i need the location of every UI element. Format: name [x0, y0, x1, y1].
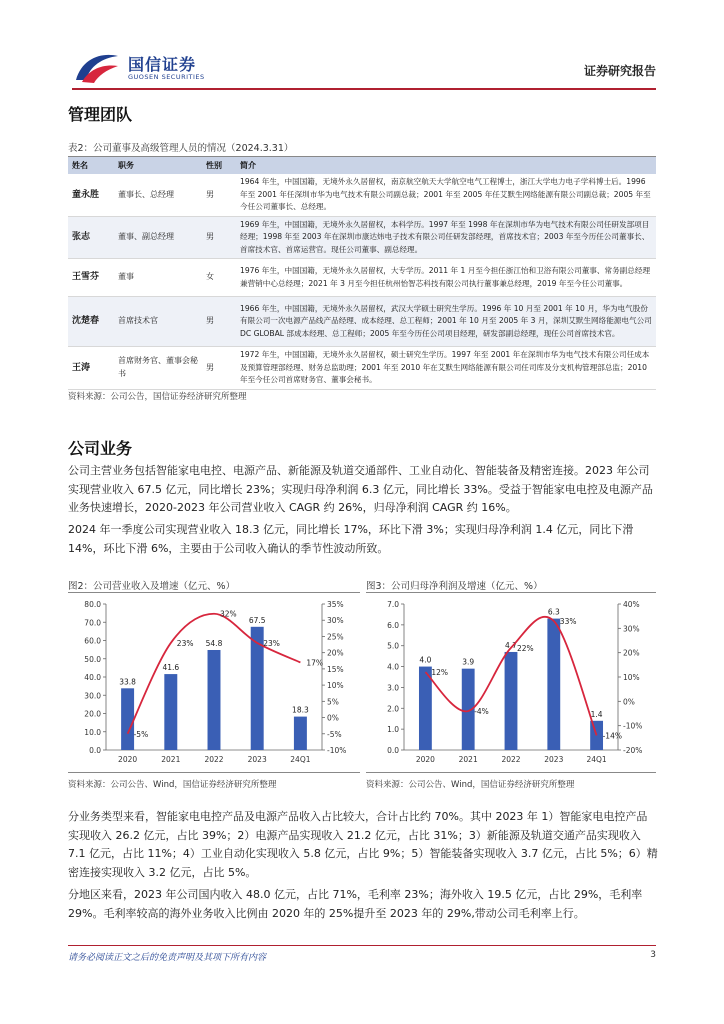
paragraph-q1-results: 2024 年一季度公司实现营业收入 18.3 亿元，同比增长 17%，环比下滑 3%；实现归母净利润 1.4 亿元，同比下滑 14%，环比下滑 6%，主要由于公司收入确认的季节性波动所致。: [68, 523, 634, 555]
figure2-bottom-rule: [68, 772, 360, 773]
figure3-caption: 图3：公司归母净利润及增速（亿元、%）: [366, 581, 543, 592]
cell-name: 王雪芬: [68, 259, 114, 297]
bar-data-label: 41.6: [162, 663, 180, 673]
y-tick-label-left: 3.0: [387, 683, 399, 693]
table-header-row: [68, 157, 656, 175]
y-tick-label-right: 10%: [327, 681, 344, 691]
paragraph-business-overview: 公司主营业务包括智能家电电控、电源产品、新能源及轨道交通部件、工业自动化、智能装备及精密连接。2023 年公司实现营业收入 67.5 亿元，同比增长 23%；实现归母净利润 6.3 亿元，同比增长 33%。受益于智能家电电控及电源产品业务快速增长，2020-2023 年公司营业收入 CAGR 约 26%，归母净利润 CAGR 约 16%。: [68, 464, 653, 514]
guosen-logo-icon: [72, 50, 122, 86]
cell-role: 董事: [114, 259, 202, 297]
bar: [590, 721, 603, 750]
y-tick-label-right: -5%: [327, 729, 342, 739]
y-tick-label-left: 50.0: [84, 654, 101, 664]
bar: [121, 688, 134, 750]
line-data-label: 17%: [306, 658, 324, 668]
bar-data-label: 4.7: [505, 640, 517, 650]
cell-name: 王涛: [68, 347, 114, 390]
cell-role: 董事长、总经理: [114, 174, 202, 216]
y-tick-label-left: 20.0: [84, 709, 101, 719]
y-tick-label-left: 30.0: [84, 691, 101, 701]
y-tick-label-left: 4.0: [387, 662, 399, 672]
figure2-caption: 图2：公司营业收入及增速（亿元、%）: [68, 581, 236, 592]
table-row: [68, 216, 656, 259]
bar-data-label: 33.8: [119, 677, 136, 687]
x-tick-label: 2022: [501, 755, 521, 764]
y-tick-label-left: 0.0: [89, 746, 101, 755]
y-tick-label-left: 7.0: [387, 600, 399, 609]
cell-bio: 1972 年生，中国国籍，无境外永久居留权，硕士研究生学历。1997 年至 2001 年在深圳市华为电气技术有限公司任成本及预算管理部经理、财务总监助理；2001 年至 2010 年在艾默生网络能源有限公司任司库及分支机构管理部总监；2010 年至今任公司首席财务官、董事会秘书。: [236, 347, 656, 390]
line-data-label: 32%: [220, 609, 237, 619]
cell-gender: 女: [202, 259, 236, 297]
revenue-chart: [68, 596, 360, 770]
cell-bio: 1976 年生，中国国籍，无境外永久居留权，大专学历。2011 年 1 月至今担任浙江怡和卫浴有限公司董事、常务副总经理兼营销中心总经理；2021 年 3 月至今担任杭州怡智芯科技有限公司执行董事兼总经理，2019 年至今任公司董事。: [236, 259, 656, 297]
figure2-source: 资料来源：公司公告、Wind，国信证券经济研究所整理: [68, 780, 277, 790]
line-data-label: 23%: [263, 638, 280, 648]
x-tick-label: 24Q1: [586, 755, 607, 764]
x-tick-label: 2021: [458, 755, 478, 764]
bar: [419, 667, 432, 750]
bar: [547, 619, 560, 750]
y-tick-label-right: 40%: [623, 600, 640, 609]
paragraph-business-segments: 分业务类型来看，智能家电电控产品及电源产品收入占比较大，合计占比约 70%。其中 2023 年 1）智能家电电控产品实现收入 26.2 亿元，占比 39%；2）电源产品实现收入 21.2 亿元，占比 31%；3）新能源及轨道交通产品实现收入 7.1 亿元，占比 11%；4）工业自动化实现收入 5.8 亿元，占比 9%；5）智能装备实现收入 3.7 亿元，占比 5%；6）精密连接实现收入 3.2 亿元，占比 5%。: [68, 810, 658, 879]
figure3-bottom-rule: [366, 772, 656, 773]
cell-gender: 男: [202, 347, 236, 390]
table-caption: 表2：公司董事及高级管理人员的情况（2024.3.31）: [68, 143, 294, 154]
bar: [164, 674, 177, 750]
bar-data-label: 6.3: [547, 607, 560, 617]
management-table: [68, 156, 656, 390]
x-tick-label: 2023: [544, 755, 564, 764]
bar: [208, 650, 221, 750]
x-tick-label: 2020: [415, 755, 435, 764]
y-tick-label-left: 5.0: [387, 641, 399, 651]
bar: [294, 717, 307, 750]
footer-disclaimer: 请务必阅读正文之后的免责声明及其项下所有内容: [68, 953, 267, 963]
y-tick-label-right: 35%: [327, 600, 344, 609]
cell-name: 张志: [68, 216, 114, 259]
report-type-label: 证券研究报告: [583, 64, 656, 78]
table-row: [68, 297, 656, 347]
figure3-rule: [366, 592, 656, 593]
page-number: 3: [650, 950, 656, 960]
section-title-management: 管理团队: [68, 105, 133, 124]
line-data-label: -4%: [474, 707, 489, 717]
y-tick-label-right: -20%: [623, 746, 643, 755]
header-bio: 简介: [236, 157, 656, 175]
net-profit-chart: [366, 596, 656, 770]
x-tick-label: 2020: [118, 755, 138, 764]
cell-bio: 1969 年生，中国国籍，无境外永久居留权，本科学历。1997 年至 1998 年在深圳市华为电气技术有限公司任研发部项目经理；1998 年至 2003 年在深圳市康达炜电子技术有限公司任研发部经理，首席技术官；2003 年至今历任公司董事长、首席技术官、首席运营官。现任公司董事、副总经理。: [236, 216, 656, 259]
x-tick-label: 2023: [247, 755, 267, 764]
y-tick-label-right: 5%: [327, 697, 339, 707]
x-tick-label: 2021: [161, 755, 181, 764]
cell-role: 首席财务官、董事会秘书: [114, 347, 202, 390]
page-header: [72, 50, 656, 88]
bar-data-label: 18.3: [292, 705, 309, 715]
y-tick-label-left: 40.0: [84, 673, 101, 682]
line-data-label: -5%: [133, 729, 149, 739]
cell-gender: 男: [202, 297, 236, 347]
x-tick-label: 2022: [204, 755, 224, 764]
table-row: [68, 174, 656, 216]
y-tick-label-left: 6.0: [387, 620, 399, 630]
header-gender: 性别: [202, 157, 236, 175]
line-data-label: -14%: [602, 731, 622, 741]
paragraph-regions: 分地区来看，2023 年公司国内收入 48.0 亿元，占比 71%，毛利率 23%；海外收入 19.5 亿元，占比 29%，毛利率 29%。毛利率较高的海外业务收入比例由 2020 年的 25%提升至 2023 年的 29%,带动公司毛利率上行。: [68, 888, 643, 920]
bar-data-label: 1.4: [590, 709, 603, 719]
footer-divider: [68, 945, 656, 946]
y-tick-label-left: 1.0: [387, 725, 399, 735]
line-data-label: 12%: [431, 668, 449, 678]
line-data-label: 33%: [559, 617, 577, 627]
cell-gender: 男: [202, 216, 236, 259]
bar-data-label: 54.8: [205, 638, 223, 648]
figure2-rule: [68, 592, 360, 593]
cell-role: 首席技术官: [114, 297, 202, 347]
cell-name: 沈楚春: [68, 297, 114, 347]
y-tick-label-left: 0.0: [387, 746, 399, 755]
y-tick-label-right: -10%: [623, 721, 643, 731]
y-tick-label-left: 60.0: [84, 636, 101, 646]
bar-data-label: 3.9: [462, 657, 475, 667]
y-tick-label-right: 0%: [623, 697, 635, 707]
y-tick-label-left: 2.0: [387, 704, 399, 714]
x-tick-label: 24Q1: [290, 755, 311, 764]
y-tick-label-right: 25%: [327, 632, 344, 642]
cell-gender: 男: [202, 174, 236, 216]
y-tick-label-right: 10%: [623, 673, 640, 682]
line-data-label: 23%: [176, 638, 194, 648]
cell-bio: 1964 年生，中国国籍，无境外永久居留权，南京航空航天大学航空电气工程博士，浙江大学电力电子学科博士后。1996 年至 2001 年任深圳市华为电气技术有限公司副总裁；2001 年至 2005 年任艾默生网络能源有限公司副总裁；2005 年至今任公司董事长、总经理。: [236, 174, 656, 216]
y-tick-label-left: 80.0: [84, 600, 101, 609]
y-tick-label-left: 10.0: [84, 727, 101, 737]
y-tick-label-right: 15%: [327, 664, 344, 674]
y-tick-label-left: 70.0: [84, 618, 101, 628]
line-data-label: 22%: [517, 643, 534, 653]
section-title-business: 公司业务: [68, 439, 133, 458]
bar: [505, 652, 518, 750]
bar-data-label: 4.0: [419, 655, 432, 665]
table-source: 资料来源：公司公告，国信证券经济研究所整理: [68, 392, 247, 402]
header-divider: [72, 88, 656, 90]
figure3-source: 资料来源：公司公告、Wind，国信证券经济研究所整理: [366, 780, 575, 790]
y-tick-label-right: 30%: [327, 616, 344, 626]
header-name: 姓名: [68, 157, 114, 175]
y-tick-label-right: 30%: [623, 624, 640, 634]
cell-role: 董事、副总经理: [114, 216, 202, 259]
bar-data-label: 67.5: [248, 615, 266, 625]
y-tick-label-right: 20%: [623, 648, 640, 658]
y-tick-label-right: -10%: [327, 746, 347, 755]
logo-english-name: GUOSEN SECURITIES: [128, 73, 205, 81]
table-row: [68, 347, 656, 390]
cell-bio: 1966 年生，中国国籍，无境外永久居留权，武汉大学硕士研究生学历。1996 年 10 月至 2001 年 10 月，华为电气股份有限公司一次电源产品线产品经理、成本经理、总工程师；2001 年 10 月至 2005 年 3 月，深圳艾默生网络能源电气公司 DC GLOBAL 部成本经理、总工程师；2005 年至今历任公司项目经理，研发部副总经理，现任公司首席技术官。: [236, 297, 656, 347]
table-row: [68, 259, 656, 297]
y-tick-label-right: 20%: [327, 648, 344, 658]
cell-name: 童永胜: [68, 174, 114, 216]
header-role: 职务: [114, 157, 202, 175]
logo-chinese-name: 国信证券: [128, 55, 197, 74]
y-tick-label-right: 0%: [327, 713, 339, 723]
